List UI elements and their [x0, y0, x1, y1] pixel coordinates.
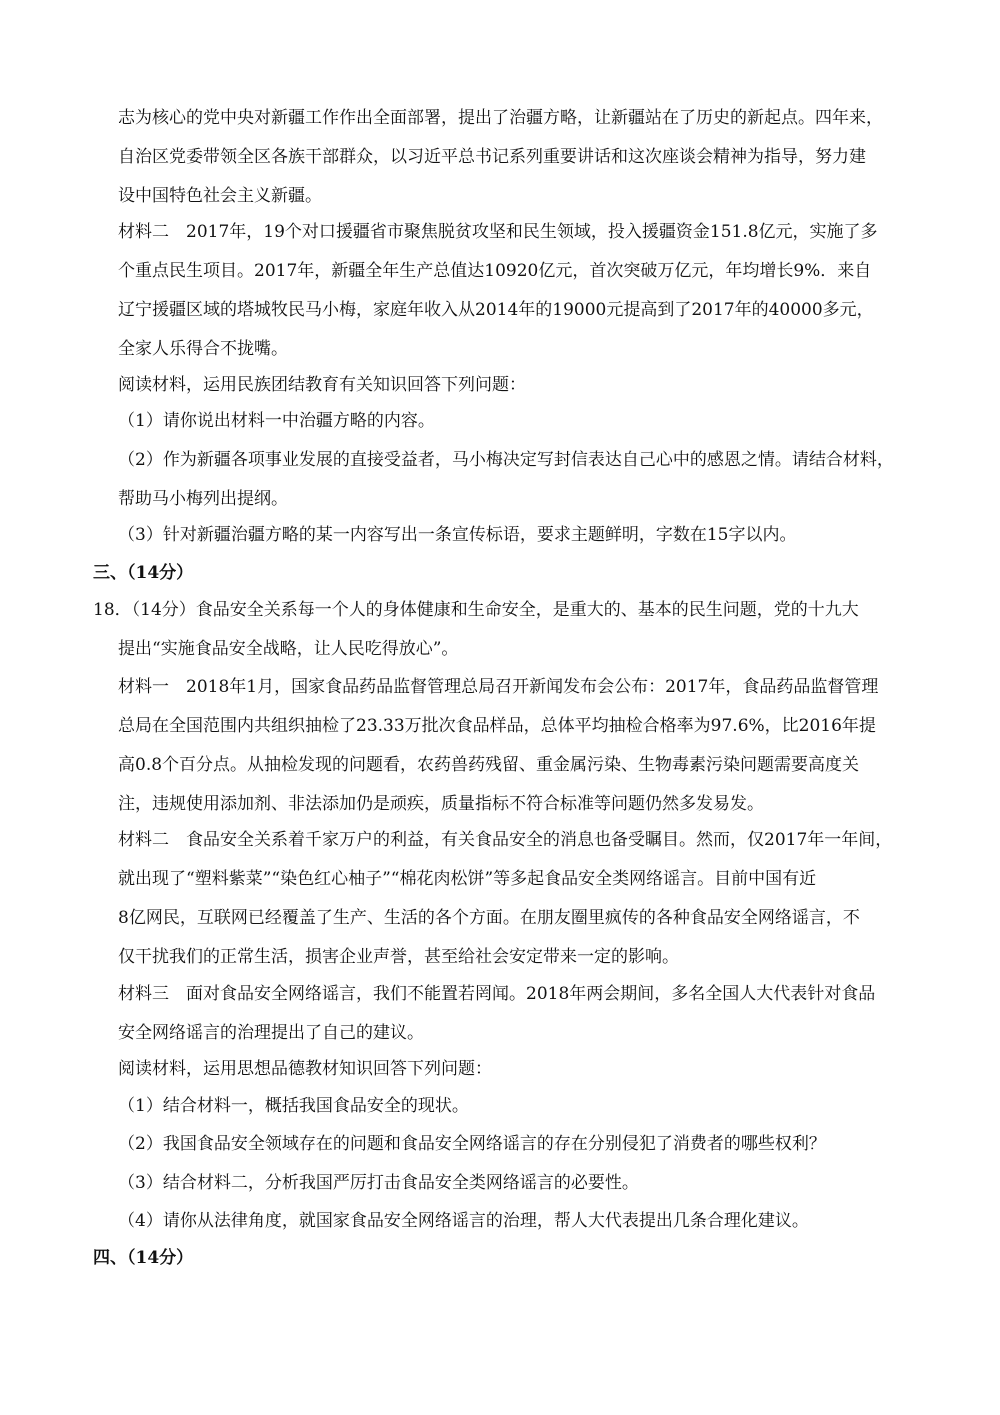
text-line: 志为核心的党中央对新疆工作作出全面部署，提出了治疆方略，让新疆站在了历史的新起点。四年来， — [118, 108, 883, 128]
text-line: 仅干扰我们的正常生活，损害企业声誉，甚至给社会安定带来一定的影响。 — [118, 947, 679, 967]
text-line: 8亿网民，互联网已经覆盖了生产、生活的各个方面。在朋友圈里疯传的各种食品安全网络谣言，不 — [118, 908, 860, 928]
text-line: 个重点民生项目。2017年，新疆全年生产总值达10920亿元，首次突破万亿元，年均增长9%．来自 — [118, 261, 872, 281]
text-line: 安全网络谣言的治理提出了自己的建议。 — [118, 1023, 424, 1043]
material-label-line: 材料二 食品安全关系着千家万户的利益，有关食品安全的消息也备受瞩目。然而，仅2017年一年间， — [118, 830, 893, 850]
question-stem: 18．（14分）食品安全关系每一个人的身体健康和生命安全，是重大的、基本的民生问题，党的十九大 — [93, 600, 859, 620]
text-line: 自治区党委带领全区各族干部群众，以习近平总书记系列重要讲话和这次座谈会精神为指导，努力建 — [118, 147, 866, 167]
text-line: 设中国特色社会主义新疆。 — [118, 186, 322, 206]
text-line: 帮助马小梅列出提纲。 — [118, 489, 288, 509]
text-line: 总局在全国范围内共组织抽检了23.33万批次食品样品，总体平均抽检合格率为97.6%，比2016年提 — [118, 716, 876, 736]
text-line: 提出“实施食品安全战略，让人民吃得放心”。 — [118, 639, 459, 659]
question-item: （1）请你说出材料一中治疆方略的内容。 — [118, 411, 435, 431]
material-label-line: 材料二 2017年，19个对口援疆省市聚焦脱贫攻坚和民生领域，投入援疆资金151.8亿元，实施了多 — [118, 222, 878, 242]
question-item: （3）针对新疆治疆方略的某一内容写出一条宣传标语，要求主题鲜明，字数在15字以内。 — [118, 525, 797, 545]
text-line: 就出现了“塑料紫菜”“染色红心柚子”“棉花肉松饼”等多起食品安全类网络谣言。目前中国有近 — [118, 869, 817, 889]
text-line: 注，违规使用添加剂、非法添加仍是顽疾，质量指标不符合标准等问题仍然多发易发。 — [118, 794, 764, 814]
material-label-line: 材料一 2018年1月，国家食品药品监督管理总局召开新闻发布会公布：2017年，食品药品监督管理 — [118, 677, 879, 697]
question-item: （3）结合材料二，分析我国严厉打击食品安全类网络谣言的必要性。 — [118, 1173, 639, 1193]
question-item: （4）请你从法律角度，就国家食品安全网络谣言的治理，帮人大代表提出几条合理化建议。 — [118, 1211, 809, 1231]
text-line: 辽宁援疆区域的塔城牧民马小梅，家庭年收入从2014年的19000元提高到了2017年的40000多元， — [118, 300, 874, 320]
section-heading: 四、（14分） — [93, 1248, 194, 1268]
instruction-line: 阅读材料，运用思想品德教材知识回答下列问题： — [118, 1059, 492, 1079]
question-item: （2）作为新疆各项事业发展的直接受益者，马小梅决定写封信表达自己心中的感恩之情。请结合材料， — [118, 450, 894, 470]
instruction-line: 阅读材料，运用民族团结教育有关知识回答下列问题： — [118, 375, 526, 395]
text-line: 全家人乐得合不拢嘴。 — [118, 339, 288, 359]
question-item: （1）结合材料一，概括我国食品安全的现状。 — [118, 1096, 469, 1116]
section-heading: 三、（14分） — [93, 563, 194, 583]
text-line: 高0.8个百分点。从抽检发现的问题看，农药兽药残留、重金属污染、生物毒素污染问题需要高度关 — [118, 755, 860, 775]
question-item: （2）我国食品安全领域存在的问题和食品安全网络谣言的存在分别侵犯了消费者的哪些权利？ — [118, 1134, 826, 1154]
material-label-line: 材料三 面对食品安全网络谣言，我们不能置若罔闻。2018年两会期间，多名全国人大代表针对食品 — [118, 984, 876, 1004]
